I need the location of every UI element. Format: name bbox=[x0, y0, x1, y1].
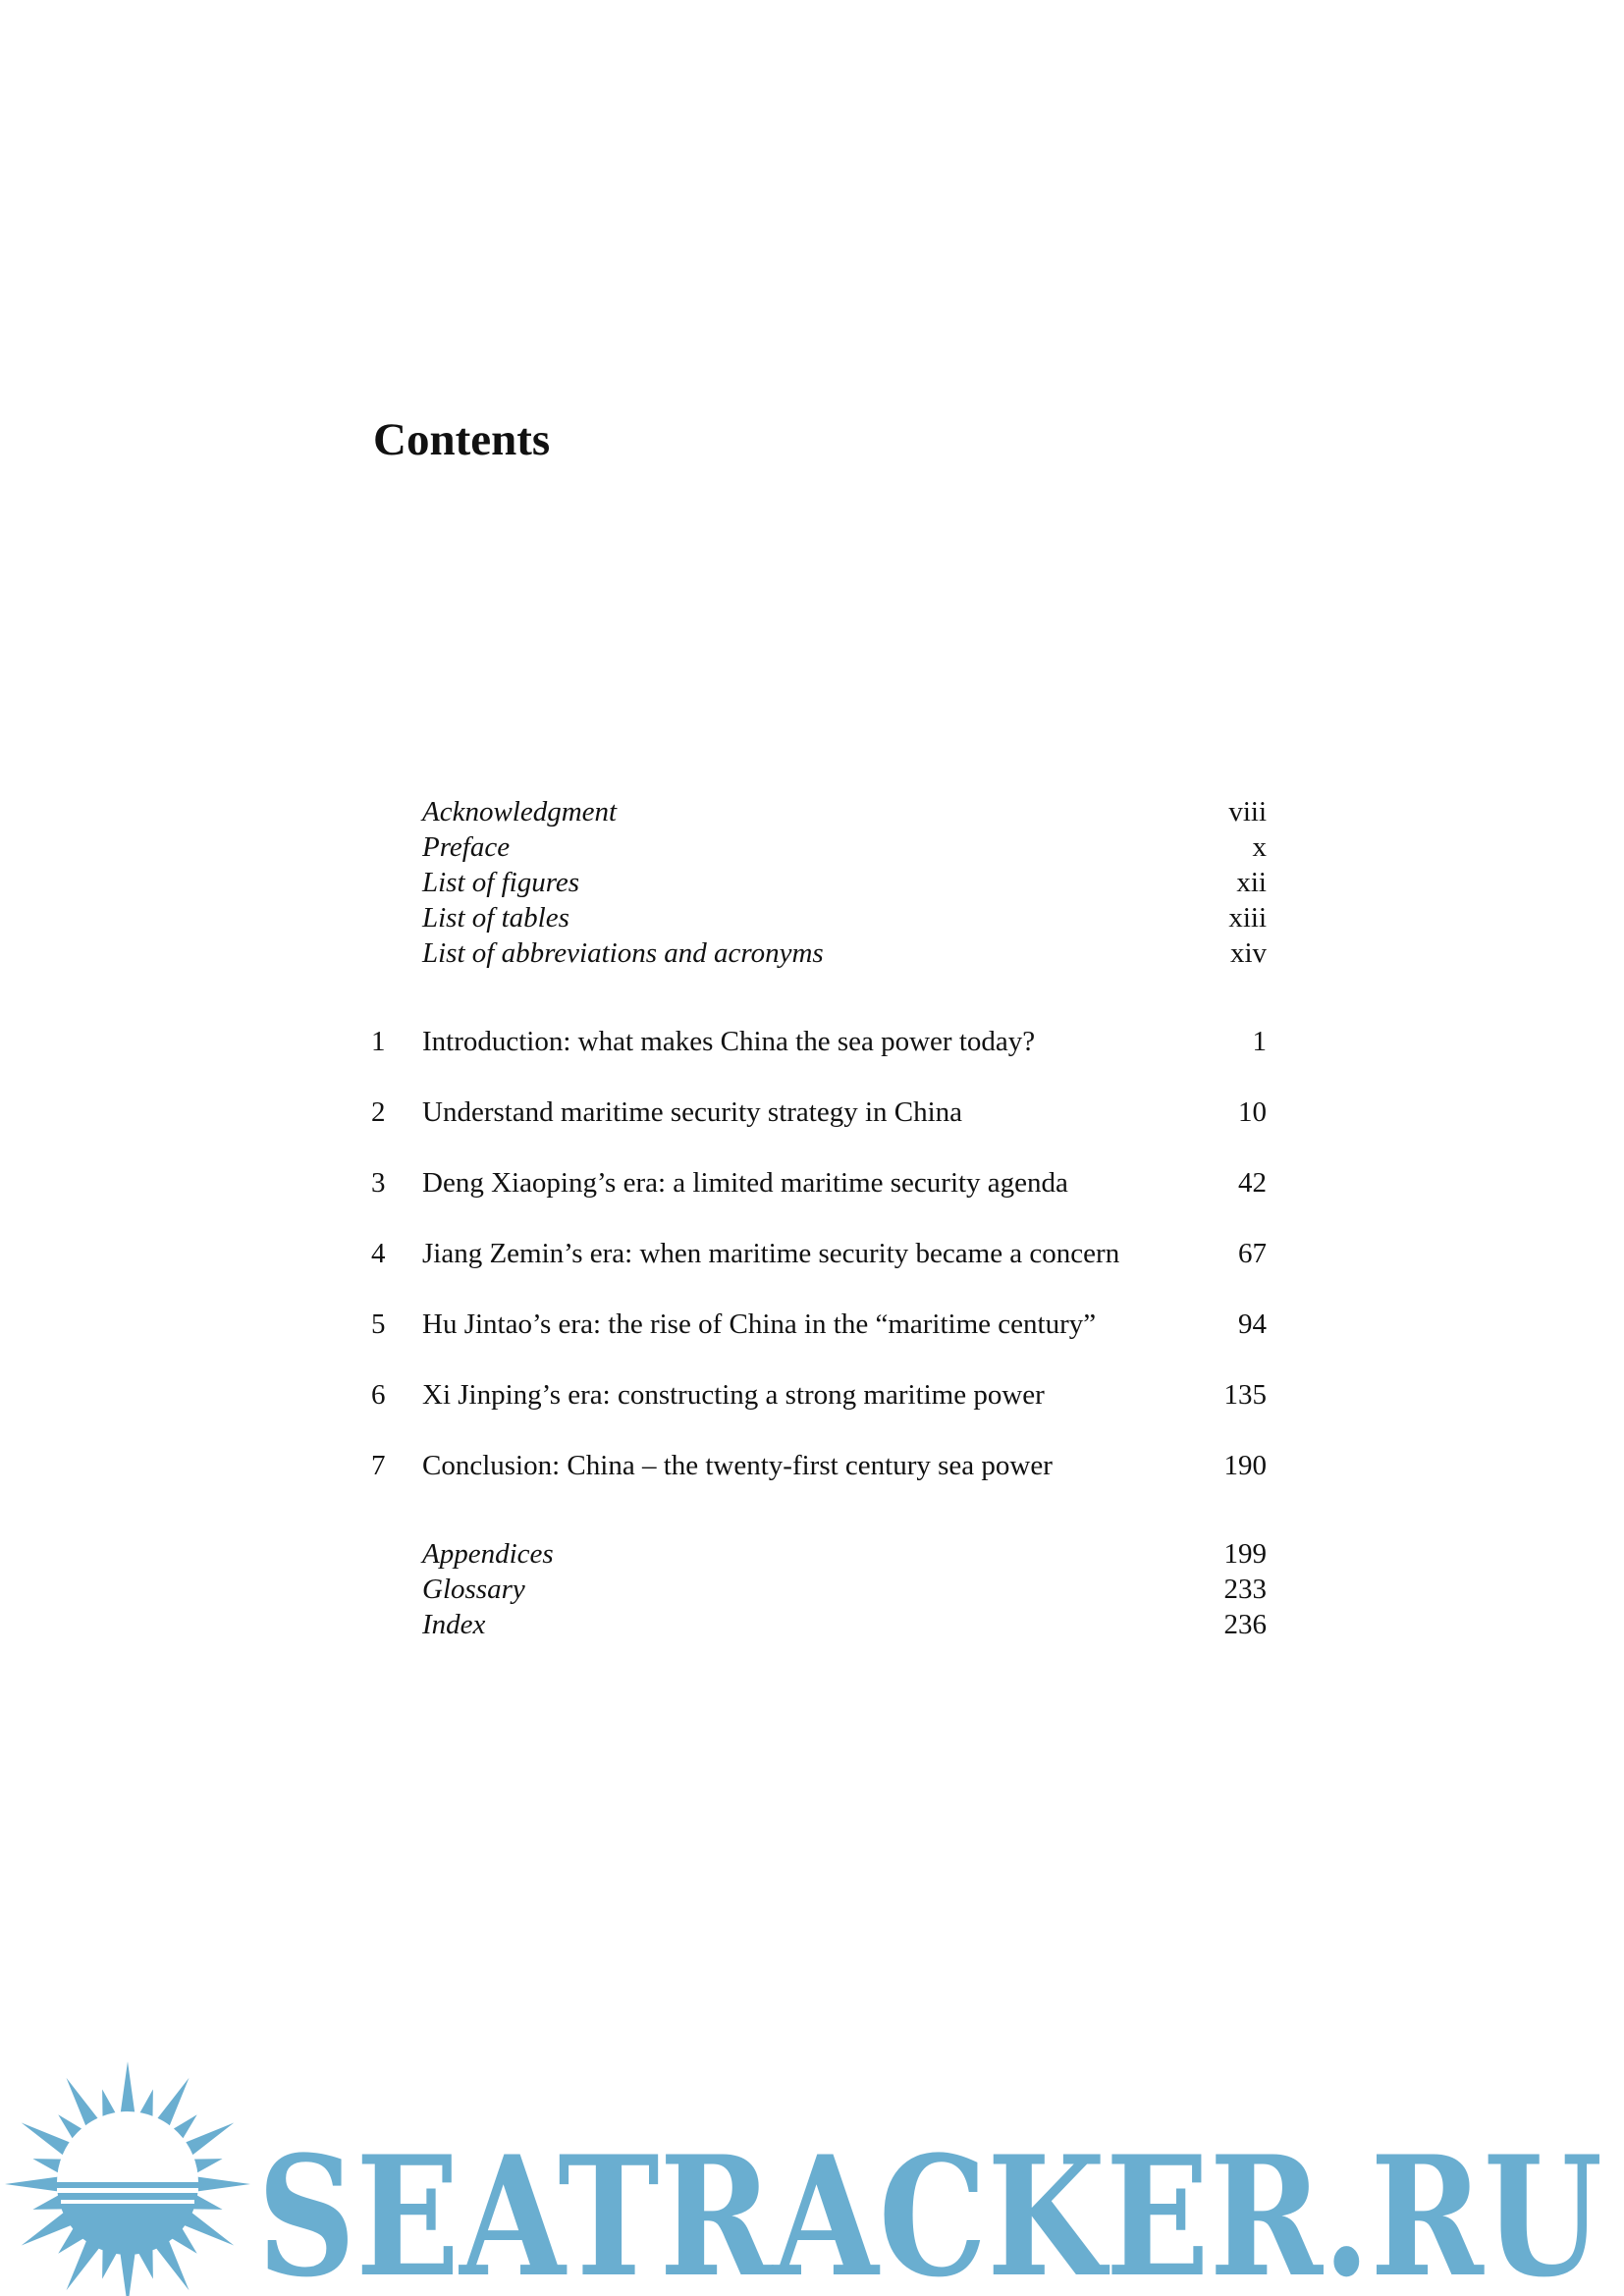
chapter-number: 7 bbox=[371, 1450, 386, 1481]
chapter-title: Deng Xiaoping’s era: a limited maritime security agenda bbox=[422, 1167, 1068, 1199]
toc-entry-title: List of tables bbox=[422, 902, 569, 934]
chapter-title: Xi Jinping’s era: constructing a strong maritime power bbox=[422, 1379, 1045, 1411]
toc-entry-list-of-abbreviations[interactable] bbox=[371, 934, 1267, 973]
toc-entry-title: List of figures bbox=[422, 867, 580, 898]
chapter-page: 10 bbox=[1238, 1096, 1267, 1128]
chapter-number: 1 bbox=[371, 1026, 386, 1057]
toc-entry-page: viii bbox=[1228, 796, 1267, 828]
chapter-title: Understand maritime security strategy in China bbox=[422, 1096, 963, 1128]
toc-chapter-6[interactable] bbox=[371, 1375, 1267, 1415]
toc-entry-index[interactable] bbox=[371, 1605, 1267, 1644]
toc-entry-acknowledgment[interactable] bbox=[371, 792, 1267, 831]
chapter-number: 4 bbox=[371, 1238, 386, 1269]
toc-entry-title: Index bbox=[422, 1609, 486, 1640]
chapter-title: Introduction: what makes China the sea power today? bbox=[422, 1026, 1036, 1057]
sun-over-sea-logo-icon bbox=[5, 2061, 250, 2296]
toc-entry-glossary[interactable] bbox=[371, 1570, 1267, 1609]
toc-entry-preface[interactable] bbox=[371, 828, 1267, 867]
chapter-title: Hu Jintao’s era: the rise of China in the “maritime century” bbox=[422, 1308, 1097, 1340]
toc-entry-appendices[interactable] bbox=[371, 1534, 1267, 1574]
chapter-page: 1 bbox=[1252, 1026, 1267, 1057]
toc-entry-title: Glossary bbox=[422, 1574, 525, 1605]
toc-chapter-2[interactable] bbox=[371, 1093, 1267, 1132]
toc-entry-title: List of abbreviations and acronyms bbox=[422, 937, 824, 969]
toc-chapter-5[interactable] bbox=[371, 1305, 1267, 1344]
toc-entry-title: Acknowledgment bbox=[422, 796, 618, 828]
chapter-page: 42 bbox=[1238, 1167, 1267, 1199]
chapter-title: Jiang Zemin’s era: when maritime security became a concern bbox=[422, 1238, 1120, 1269]
chapter-title: Conclusion: China – the twenty-first century sea power bbox=[422, 1450, 1053, 1481]
chapter-page: 67 bbox=[1238, 1238, 1267, 1269]
watermark-text: SEATRACKER.RU bbox=[257, 2119, 1602, 2296]
toc-entry-page: x bbox=[1252, 831, 1267, 863]
chapter-page: 135 bbox=[1223, 1379, 1267, 1411]
chapter-number: 5 bbox=[371, 1308, 386, 1340]
chapter-page: 94 bbox=[1238, 1308, 1267, 1340]
toc-entry-list-of-figures[interactable] bbox=[371, 863, 1267, 902]
toc-entry-page: xii bbox=[1236, 867, 1267, 898]
toc-entry-title: Appendices bbox=[422, 1538, 554, 1570]
toc-entry-list-of-tables[interactable] bbox=[371, 898, 1267, 937]
toc-chapter-4[interactable] bbox=[371, 1234, 1267, 1273]
toc-entry-page: xiv bbox=[1229, 937, 1267, 969]
toc-chapter-3[interactable] bbox=[371, 1163, 1267, 1202]
toc-entry-page: 236 bbox=[1223, 1609, 1267, 1640]
toc-chapter-1[interactable] bbox=[371, 1022, 1267, 1061]
watermark bbox=[0, 2056, 1624, 2296]
toc-entry-page: 233 bbox=[1223, 1574, 1267, 1605]
chapter-page: 190 bbox=[1223, 1450, 1267, 1481]
chapter-number: 6 bbox=[371, 1379, 386, 1411]
toc-entry-title: Preface bbox=[422, 831, 511, 863]
toc-entry-page: xiii bbox=[1228, 902, 1267, 934]
page-title: Contents bbox=[373, 414, 551, 465]
toc-chapter-7[interactable] bbox=[371, 1446, 1267, 1485]
chapter-number: 3 bbox=[371, 1167, 386, 1199]
toc-entry-page: 199 bbox=[1223, 1538, 1267, 1570]
chapter-number: 2 bbox=[371, 1096, 386, 1128]
